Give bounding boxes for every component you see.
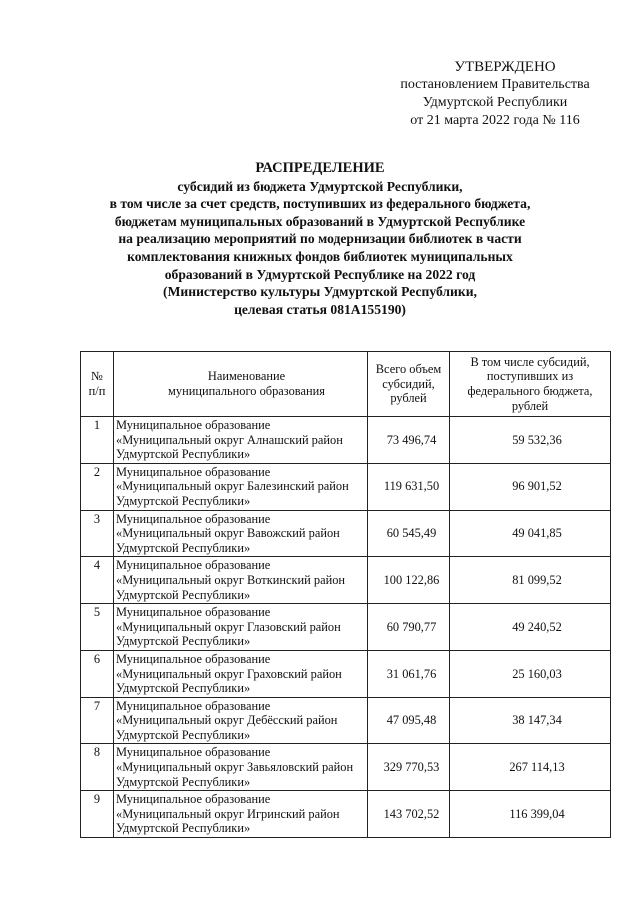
row-number: 1	[81, 417, 114, 464]
municipality-name	[114, 557, 368, 604]
table-row	[81, 650, 611, 697]
total-subsidy: 329 770,53	[368, 744, 450, 791]
header-text: субсидий,	[382, 376, 435, 391]
municipality-name-line: «Муниципальный округ Завьяловский район	[116, 760, 354, 775]
municipality-name	[114, 697, 368, 744]
header-text: муниципального образования	[168, 384, 325, 398]
title-line: образований в Удмуртской Республике на 2022 год	[164, 266, 476, 282]
municipality-name-line: Муниципальное образование	[116, 651, 271, 666]
document-title	[60, 160, 580, 318]
title-line: бюджетам муниципальных образований в Удмуртской Республике	[114, 213, 526, 229]
municipality-name-line: Муниципальное образование	[116, 605, 271, 620]
municipality-name	[114, 417, 368, 464]
federal-subsidy: 116 399,04	[450, 791, 611, 838]
title-line: в том числе за счет средств, поступивших из федерального бюджета,	[109, 196, 531, 212]
total-subsidy: 100 122,86	[368, 557, 450, 604]
total-subsidy: 31 061,76	[368, 650, 450, 697]
title-line: комплектования книжных фондов библиотек муниципальных	[127, 248, 513, 264]
header-text: поступивших из	[486, 369, 574, 384]
municipality-name	[114, 791, 368, 838]
table-row	[81, 463, 611, 510]
federal-subsidy: 25 160,03	[450, 650, 611, 697]
distribution-table	[80, 351, 611, 838]
total-subsidy: 60 545,49	[368, 510, 450, 557]
municipality-name-line: Удмуртской Республики»	[116, 493, 251, 508]
total-subsidy: 47 095,48	[368, 697, 450, 744]
municipality-name-line: Удмуртской Республики»	[116, 681, 251, 696]
table-row	[81, 604, 611, 651]
row-number: 8	[81, 744, 114, 791]
row-number: 7	[81, 697, 114, 744]
municipality-name-line: Удмуртской Республики»	[116, 774, 251, 789]
row-number: 4	[81, 557, 114, 604]
approval-line: постановлением Правительства	[400, 77, 590, 92]
municipality-name-line: Удмуртской Республики»	[116, 727, 251, 742]
municipality-name-line: «Муниципальный округ Глазовский район	[116, 619, 341, 634]
municipality-name-line: Муниципальное образование	[116, 558, 271, 573]
municipality-name	[114, 604, 368, 651]
row-number: 9	[81, 791, 114, 838]
municipality-name-line: Муниципальное образование	[116, 698, 271, 713]
table-row	[81, 557, 611, 604]
approval-line: Удмуртской Республики	[422, 95, 568, 110]
municipality-name-line: «Муниципальный округ Граховский район	[116, 666, 342, 681]
municipality-name-line: «Муниципальный округ Балезинский район	[116, 479, 349, 494]
municipality-name-line: Удмуртской Республики»	[116, 587, 251, 602]
municipality-name-line: Удмуртской Республики»	[116, 540, 251, 555]
header-text: рублей	[390, 391, 427, 406]
total-subsidy: 73 496,74	[368, 417, 450, 464]
municipality-name-line: «Муниципальный округ Воткинский район	[116, 572, 346, 587]
total-subsidy: 119 631,50	[368, 463, 450, 510]
total-subsidy: 143 702,52	[368, 791, 450, 838]
table-row	[81, 791, 611, 838]
federal-subsidy: 96 901,52	[450, 463, 611, 510]
row-number: 6	[81, 650, 114, 697]
row-number: 5	[81, 604, 114, 651]
header-text: В том числе субсидий,	[470, 354, 590, 369]
municipality-name	[114, 510, 368, 557]
header-num	[81, 352, 114, 417]
federal-subsidy: 49 041,85	[450, 510, 611, 557]
table-header-row	[81, 352, 611, 417]
row-number: 3	[81, 510, 114, 557]
title-line: (Министерство культуры Удмуртской Республики,	[163, 284, 477, 300]
row-number: 2	[81, 463, 114, 510]
approval-line: от 21 марта 2022 года № 116	[410, 113, 580, 128]
municipality-name-line: Муниципальное образование	[116, 792, 271, 807]
table-row	[81, 697, 611, 744]
municipality-name-line: Муниципальное образование	[116, 464, 271, 479]
title-line: целевая статья 081A155190)	[234, 301, 406, 317]
header-text: Наименование	[207, 369, 286, 384]
header-federal	[450, 352, 611, 417]
total-subsidy: 60 790,77	[368, 604, 450, 651]
header-total	[368, 352, 450, 417]
table-row	[81, 417, 611, 464]
federal-subsidy: 267 114,13	[450, 744, 611, 791]
federal-subsidy: 49 240,52	[450, 604, 611, 651]
municipality-name	[114, 463, 368, 510]
municipality-name-line: «Муниципальный округ Алнашский район	[116, 432, 343, 447]
municipality-name-line: Муниципальное образование	[116, 745, 271, 760]
municipality-name-line: «Муниципальный округ Вавожский район	[116, 526, 340, 541]
header-text: рублей	[511, 398, 549, 413]
header-text: Всего объем	[375, 362, 442, 377]
municipality-name-line: Удмуртской Республики»	[116, 447, 251, 462]
municipality-name-line: Удмуртской Республики»	[116, 634, 251, 649]
header-name	[114, 352, 368, 417]
federal-subsidy: 59 532,36	[450, 417, 611, 464]
header-text: №	[91, 369, 103, 384]
federal-subsidy: 38 147,34	[450, 697, 611, 744]
municipality-name-line: Муниципальное образование	[116, 418, 271, 432]
header-text: п/п	[88, 384, 106, 398]
municipality-name-line: Удмуртской Республики»	[116, 821, 251, 836]
municipality-name-line: Муниципальное образование	[116, 511, 271, 526]
federal-subsidy: 81 099,52	[450, 557, 611, 604]
header-text: федерального бюджета,	[467, 384, 593, 398]
approval-stamp	[375, 58, 615, 130]
title-line: на реализацию мероприятий по модернизации библиотек в части	[118, 231, 522, 247]
municipality-name	[114, 744, 368, 791]
title-heading: РАСПРЕДЕЛЕНИЕ	[255, 160, 385, 176]
municipality-name-line: «Муниципальный округ Дебёсский район	[116, 713, 338, 728]
municipality-name-line: «Муниципальный округ Игринский район	[116, 806, 340, 821]
table-row	[81, 744, 611, 791]
municipality-name	[114, 650, 368, 697]
table-row	[81, 510, 611, 557]
approval-title: УТВЕРЖДЕНО	[454, 59, 556, 75]
title-line: субсидий из бюджета Удмуртской Республики,	[177, 178, 463, 194]
